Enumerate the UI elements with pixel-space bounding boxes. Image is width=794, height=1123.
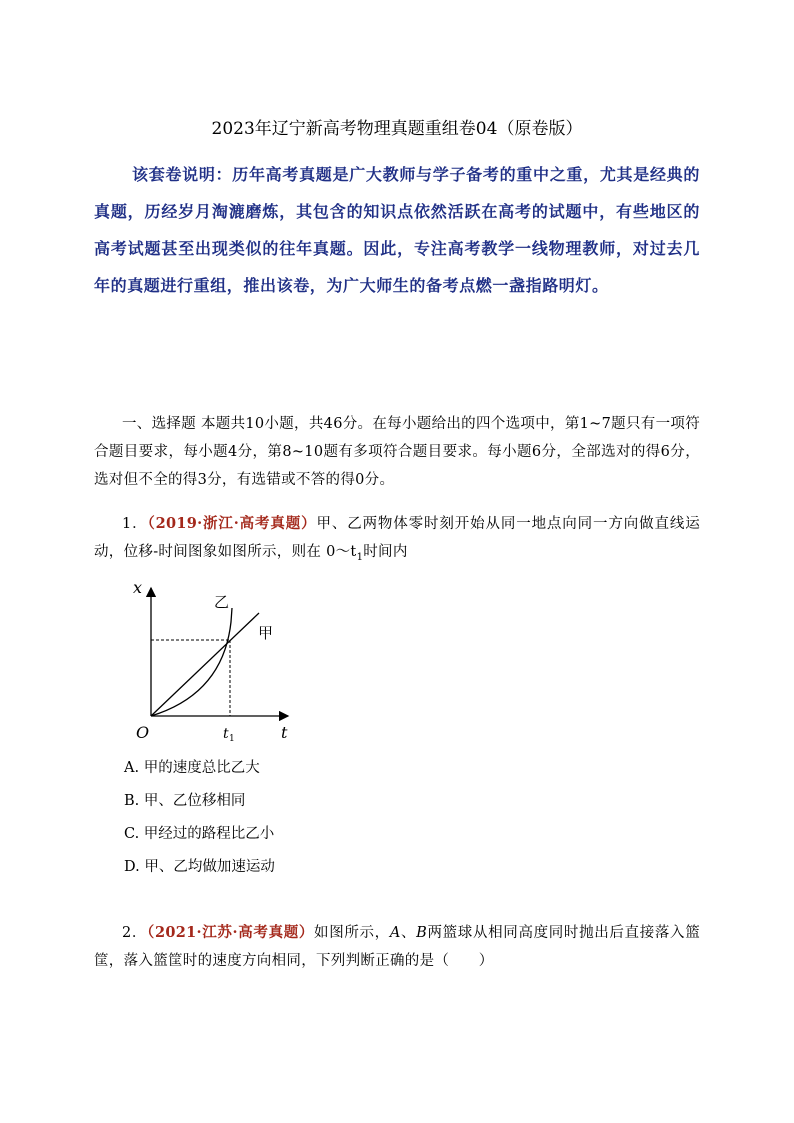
x-axis-label: t xyxy=(281,723,288,742)
option-d: D. 甲、乙均做加速运动 xyxy=(124,859,275,875)
question-2-text-end: 两篮球从相同高度同时抛出后直接落入篮筐，落入篮筐时的速度方向相同，下列判断正确的是（ ） xyxy=(94,925,700,969)
question-2 xyxy=(94,919,700,975)
y-axis-label: x xyxy=(133,578,143,597)
option-c: C. 甲经过的路程比乙小 xyxy=(124,826,275,842)
curve-yi xyxy=(151,608,232,716)
separator: 、 xyxy=(400,925,417,941)
question-1 xyxy=(94,510,700,572)
line-jia xyxy=(151,613,259,716)
question-1-number: 1． xyxy=(122,516,148,532)
question-2-number: 2． xyxy=(122,925,148,941)
paper-intro: 该套卷说明：历年高考真题是广大教师与学子备考的重中之重，尤其是经典的真题，历经岁月淘漉磨炼，其包含的知识点依然活跃在高考的试题中，有些地区的高考试题甚至出现类似的往年真题。因此，专注高考教学一线物理教师，对过去几年的真题进行重组，推出该卷，为广大师生的备考点燃一盏指路明灯。 xyxy=(94,165,700,295)
question-1-text-end: 时间内 xyxy=(363,544,408,560)
question-2-source: （2021·江苏·高考真题） xyxy=(147,924,315,941)
paper-title: 2023年辽宁新高考物理真题重组卷04（原卷版） xyxy=(211,119,583,139)
ball-a-label: A xyxy=(389,925,401,941)
origin-label: O xyxy=(136,723,150,742)
t1-label: t xyxy=(223,726,229,742)
option-b: B. 甲、乙位移相同 xyxy=(124,793,246,809)
displacement-time-graph xyxy=(128,574,308,746)
label-jia: 甲 xyxy=(258,624,274,642)
question-1-subscript: 1 xyxy=(356,551,364,563)
label-yi: 乙 xyxy=(214,593,230,611)
option-a: A. 甲的速度总比乙大 xyxy=(124,760,260,776)
section-instructions: 一、选择题 本题共10小题，共46分。在每小题给出的四个选项中，第1~7题只有一项符合题目要求，每小题4分，第8~10题有多项符合题目要求。每小题6分，全部选对的得6分，选对但不全的得3分，有选错或不答的得0分。 xyxy=(94,416,700,488)
ball-b-label: B xyxy=(416,925,428,941)
question-2-text: 如图所示， xyxy=(314,925,390,941)
question-1-text: 甲、乙两物体零时刻开始从同一地点向同一方向做直线运动，位移-时间图象如图所示，则在 0～t xyxy=(94,516,700,560)
question-1-source: （2019·浙江·高考真题） xyxy=(147,515,317,532)
t1-subscript: 1 xyxy=(229,734,235,744)
